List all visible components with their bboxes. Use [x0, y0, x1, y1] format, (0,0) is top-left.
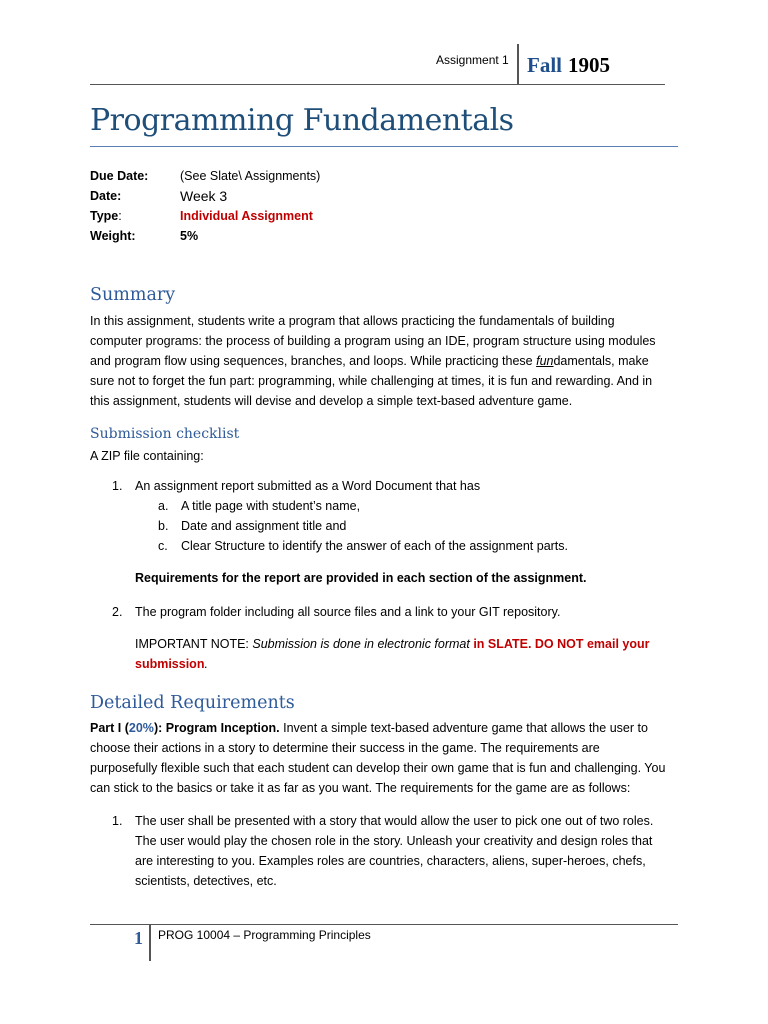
footer-divider [149, 925, 151, 961]
due-date-label: Due Date: [90, 169, 149, 183]
detailed-paragraph [90, 718, 685, 798]
part-1-label-a: Part I ( [90, 721, 129, 735]
checklist-sub-a: A title page with student’s name, [181, 499, 361, 513]
summary-fun-emphasis: fun [536, 354, 554, 368]
checklist-sub-b: Date and assignment title and [181, 519, 347, 533]
checklist-item-2-number: 2. [112, 605, 123, 619]
important-note [135, 634, 675, 674]
detailed-line-2: choose their actions in a story to determine their success in the game. The requirements are [90, 741, 600, 755]
weight-value: 5% [180, 229, 199, 243]
footer-rule [90, 924, 678, 925]
part-1-percent: 20% [128, 721, 154, 735]
header-term-year: 1905 [568, 53, 610, 77]
important-note-red-2: submission [135, 657, 205, 671]
detailed-line-4: can stick to the basics or take it as far as you want. The requirements for the game are as follows: [90, 781, 631, 795]
summary-line-2: computer programs: the process of building a program using an IDE, program structure using modules [90, 334, 656, 348]
page-number: 1 [134, 928, 143, 948]
header-term [527, 53, 610, 78]
requirement-1-line-4: scientists, detectives, etc. [135, 874, 277, 888]
important-note-end: . [204, 657, 208, 671]
summary-line-5: this assignment, students will devise and develop a simple text-based adventure game. [90, 394, 573, 408]
part-1-line [90, 718, 685, 738]
detailed-requirements-heading: Detailed Requirements [90, 693, 295, 713]
due-date-value: (See Slate\ Assignments) [180, 169, 321, 183]
title-rule [90, 146, 678, 147]
requirement-1-line-1: The user shall be presented with a story that would allow the user to pick one out of two roles. [135, 814, 654, 828]
footer-course: PROG 10004 – Programming Principles [158, 928, 371, 942]
checklist-sub-c: Clear Structure to identify the answer of each of the assignment parts. [181, 539, 569, 553]
type-value: Individual Assignment [180, 209, 313, 223]
summary-line-1: In this assignment, students write a program that allows practicing the fundamentals of building [90, 314, 615, 328]
report-requirements-note: Requirements for the report are provided in each section of the assignment. [135, 571, 587, 585]
type-label: Type [90, 209, 119, 223]
type-label-wrap [90, 209, 122, 223]
important-note-red-1: in SLATE. DO NOT email your [473, 637, 650, 651]
checklist-intro: A ZIP file containing: [90, 449, 204, 463]
checklist-heading: Submission checklist [90, 426, 240, 442]
detailed-line-3: purposefully flexible such that each student can develop their own game that is fun and challenging. You [90, 761, 666, 775]
date-value: Week 3 [180, 188, 228, 204]
weight-label: Weight: [90, 229, 136, 243]
important-note-italic: Submission is done in electronic format [252, 637, 474, 651]
date-label: Date: [90, 189, 122, 203]
checklist-item-2: The program folder including all source files and a link to your GIT repository. [135, 605, 561, 619]
checklist-sub-b-letter: b. [158, 519, 169, 533]
header-divider [517, 44, 519, 84]
type-colon: : [118, 209, 122, 223]
summary-line-4: sure not to forget the fun part: programming, while challenging at times, it is fun and rewarding. And in [90, 374, 653, 388]
header-rule [90, 84, 665, 85]
requirement-1 [135, 811, 675, 891]
checklist-sub-c-letter: c. [158, 539, 168, 553]
summary-line-3a: and program flow using sequences, branches, and loops. While practicing these [90, 354, 537, 368]
checklist-item-1-number: 1. [112, 479, 123, 493]
header-term-season: Fall [527, 53, 562, 77]
requirement-1-line-2: The user would play the chosen role in the story. Unleash your creativity and design roles that [135, 834, 653, 848]
checklist-item-1: An assignment report submitted as a Word Document that has [135, 479, 481, 493]
requirement-1-number: 1. [112, 814, 123, 828]
summary-heading: Summary [90, 285, 176, 305]
checklist-sub-a-letter: a. [158, 499, 169, 513]
header-assignment-label: Assignment 1 [436, 53, 509, 67]
summary-line-3 [90, 351, 685, 371]
part-1-rest: Invent a simple text-based adventure game that allows the user to [279, 721, 648, 735]
summary-line-3b: damentals, make [553, 354, 649, 368]
page-title: Programming Fundamentals [90, 103, 514, 138]
part-1-label-b: ): Program Inception. [153, 721, 280, 735]
summary-paragraph [90, 311, 685, 411]
important-note-label: IMPORTANT NOTE: [135, 637, 253, 651]
requirement-1-line-3: are interesting to you. Examples roles are countries, characters, aliens, super-heroes, chefs, [135, 854, 646, 868]
